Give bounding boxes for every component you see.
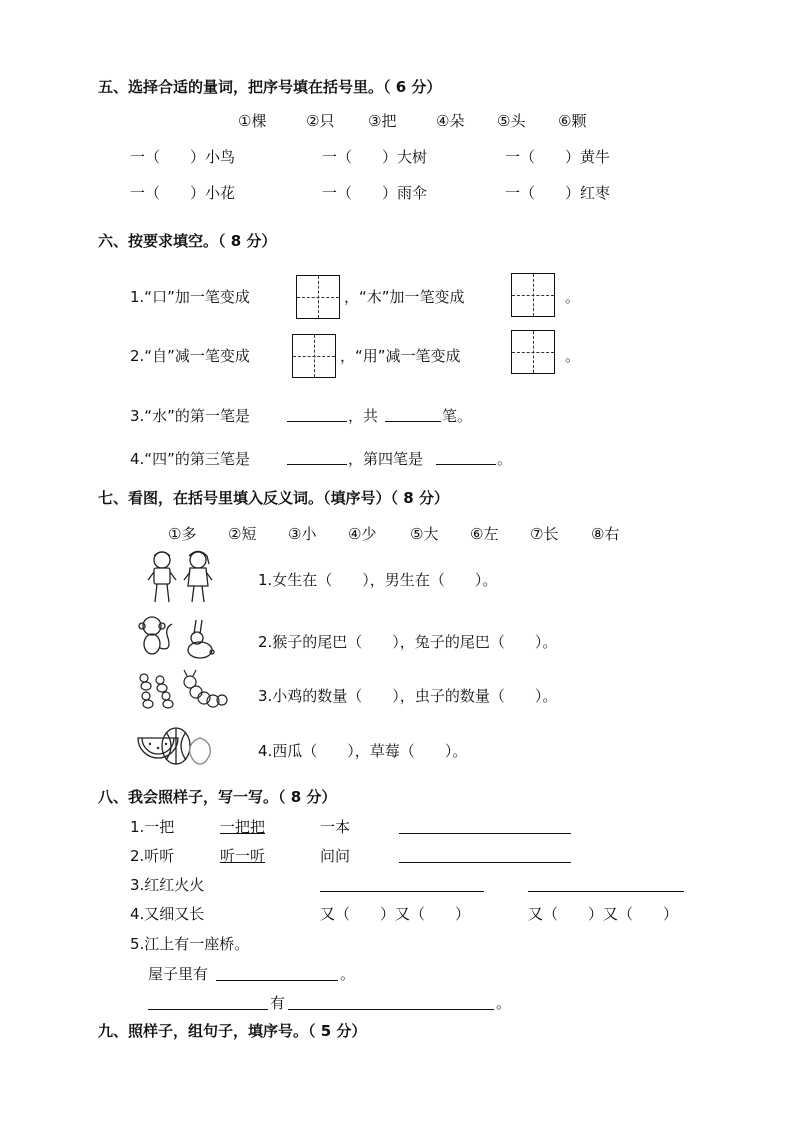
- s5-item-jujube[interactable]: 一（ ）红枣: [505, 184, 611, 202]
- s8-r5-blank-2[interactable]: [148, 991, 268, 1010]
- s8-r4-example: 4.又细又长: [130, 905, 205, 923]
- s6-q2-text-b: ，“用”减一笔变成: [340, 347, 461, 365]
- s6-q4-text-c: 。: [497, 450, 513, 468]
- s6-q2-text-c: 。: [565, 347, 581, 365]
- s8-r1-prompt: 一本: [320, 818, 351, 836]
- s5-item-flower[interactable]: 一（ ）小花: [130, 184, 236, 202]
- s5-item-cow[interactable]: 一（ ）黄牛: [505, 148, 611, 166]
- watermelon-strawberry-illustration: [136, 722, 216, 768]
- s5-item-umbrella[interactable]: 一（ ）雨伞: [322, 184, 428, 202]
- s5-option-5: ⑤头: [497, 112, 526, 130]
- s6-q3-text-c: 笔。: [442, 407, 473, 425]
- s6-q1-grid-2[interactable]: [511, 273, 555, 317]
- section8-title: 八、我会照样子，写一写。（ 8 分）: [98, 788, 337, 806]
- chicks-caterpillar-illustration: [136, 668, 228, 712]
- s8-r5-example: 5.江上有一座桥。: [130, 935, 250, 953]
- s7-option-8: ⑧右: [591, 525, 620, 543]
- s6-q1-text-c: 。: [565, 288, 581, 306]
- s7-option-1: ①多: [168, 525, 197, 543]
- s7-option-7: ⑦长: [530, 525, 559, 543]
- s8-r2-example: 2.听听: [130, 847, 175, 865]
- s7-option-6: ⑥左: [470, 525, 499, 543]
- s8-r2-sample-answer: 听一听: [220, 847, 266, 865]
- section9-title: 九、照样子，组句子，填序号。（ 5 分）: [98, 1022, 367, 1040]
- s6-q3-text-a: 3.“水”的第一笔是: [130, 407, 250, 425]
- s7-option-5: ⑤大: [410, 525, 439, 543]
- s5-option-1: ①棵: [238, 112, 267, 130]
- s5-option-6: ⑥颗: [558, 112, 587, 130]
- s8-r5-blank-1[interactable]: [216, 962, 338, 981]
- s5-option-4: ④朵: [436, 112, 465, 130]
- section7-title: 七、看图，在括号里填入反义词。（填序号）（ 8 分）: [98, 489, 449, 507]
- s8-r5-blank-3[interactable]: [288, 991, 494, 1010]
- s8-r2-prompt: 问问: [320, 847, 351, 865]
- s6-q2-text-a: 2.“自”减一笔变成: [130, 347, 250, 365]
- s8-r1-blank[interactable]: [399, 815, 571, 834]
- s5-item-bird[interactable]: 一（ ）小鸟: [130, 148, 236, 166]
- monkey-rabbit-illustration: [134, 612, 216, 660]
- s8-r3-blank-1[interactable]: [320, 873, 484, 892]
- s8-r5-period-2: 。: [496, 994, 512, 1012]
- s7-option-3: ③小: [288, 525, 317, 543]
- s6-q1-text-b: ，“木”加一笔变成: [344, 288, 465, 306]
- s6-q1-grid-1[interactable]: [296, 275, 340, 319]
- s5-option-2: ②只: [306, 112, 335, 130]
- s6-q2-grid-1[interactable]: [292, 334, 336, 378]
- s7-item-1[interactable]: 1.女生在（ ），男生在（ ）。: [258, 571, 498, 589]
- s6-q4-text-b: ，第四笔是: [348, 450, 424, 468]
- s7-option-4: ④少: [348, 525, 377, 543]
- s6-q4-blank-2[interactable]: [436, 446, 496, 465]
- s8-r4-blank-2[interactable]: 又（ ）又（ ）: [528, 905, 679, 923]
- s6-q3-text-b: ，共: [348, 407, 379, 425]
- section6-title: 六、按要求填空。（ 8 分）: [98, 232, 277, 250]
- s8-r3-blank-2[interactable]: [528, 873, 684, 892]
- s6-q3-blank-1[interactable]: [287, 403, 347, 422]
- section5-title: 五、选择合适的量词，把序号填在括号里。（ 6 分）: [98, 78, 442, 96]
- children-illustration: [142, 548, 220, 606]
- s8-r1-example: 1.一把: [130, 818, 175, 836]
- s8-r5-prompt-2: 有: [270, 994, 286, 1012]
- s7-option-2: ②短: [228, 525, 257, 543]
- s8-r2-blank[interactable]: [399, 844, 571, 863]
- s6-q2-grid-2[interactable]: [511, 330, 555, 374]
- s7-item-2[interactable]: 2.猴子的尾巴（ ），兔子的尾巴（ ）。: [258, 633, 558, 651]
- s7-item-3[interactable]: 3.小鸡的数量（ ），虫子的数量（ ）。: [258, 687, 558, 705]
- s5-item-tree[interactable]: 一（ ）大树: [322, 148, 428, 166]
- s6-q4-text-a: 4.“四”的第三笔是: [130, 450, 250, 468]
- s8-r5-period-1: 。: [340, 965, 356, 983]
- s8-r1-sample-answer: 一把把: [220, 818, 266, 836]
- s5-option-3: ③把: [368, 112, 397, 130]
- s8-r4-blank-1[interactable]: 又（ ）又（ ）: [320, 905, 471, 923]
- s8-r5-prompt-1: 屋子里有: [148, 965, 209, 983]
- s7-item-4[interactable]: 4.西瓜（ ），草莓（ ）。: [258, 742, 468, 760]
- s6-q3-blank-2[interactable]: [385, 403, 441, 422]
- s6-q4-blank-1[interactable]: [287, 446, 347, 465]
- s8-r3-example: 3.红红火火: [130, 876, 205, 894]
- s6-q1-text-a: 1.“口”加一笔变成: [130, 288, 250, 306]
